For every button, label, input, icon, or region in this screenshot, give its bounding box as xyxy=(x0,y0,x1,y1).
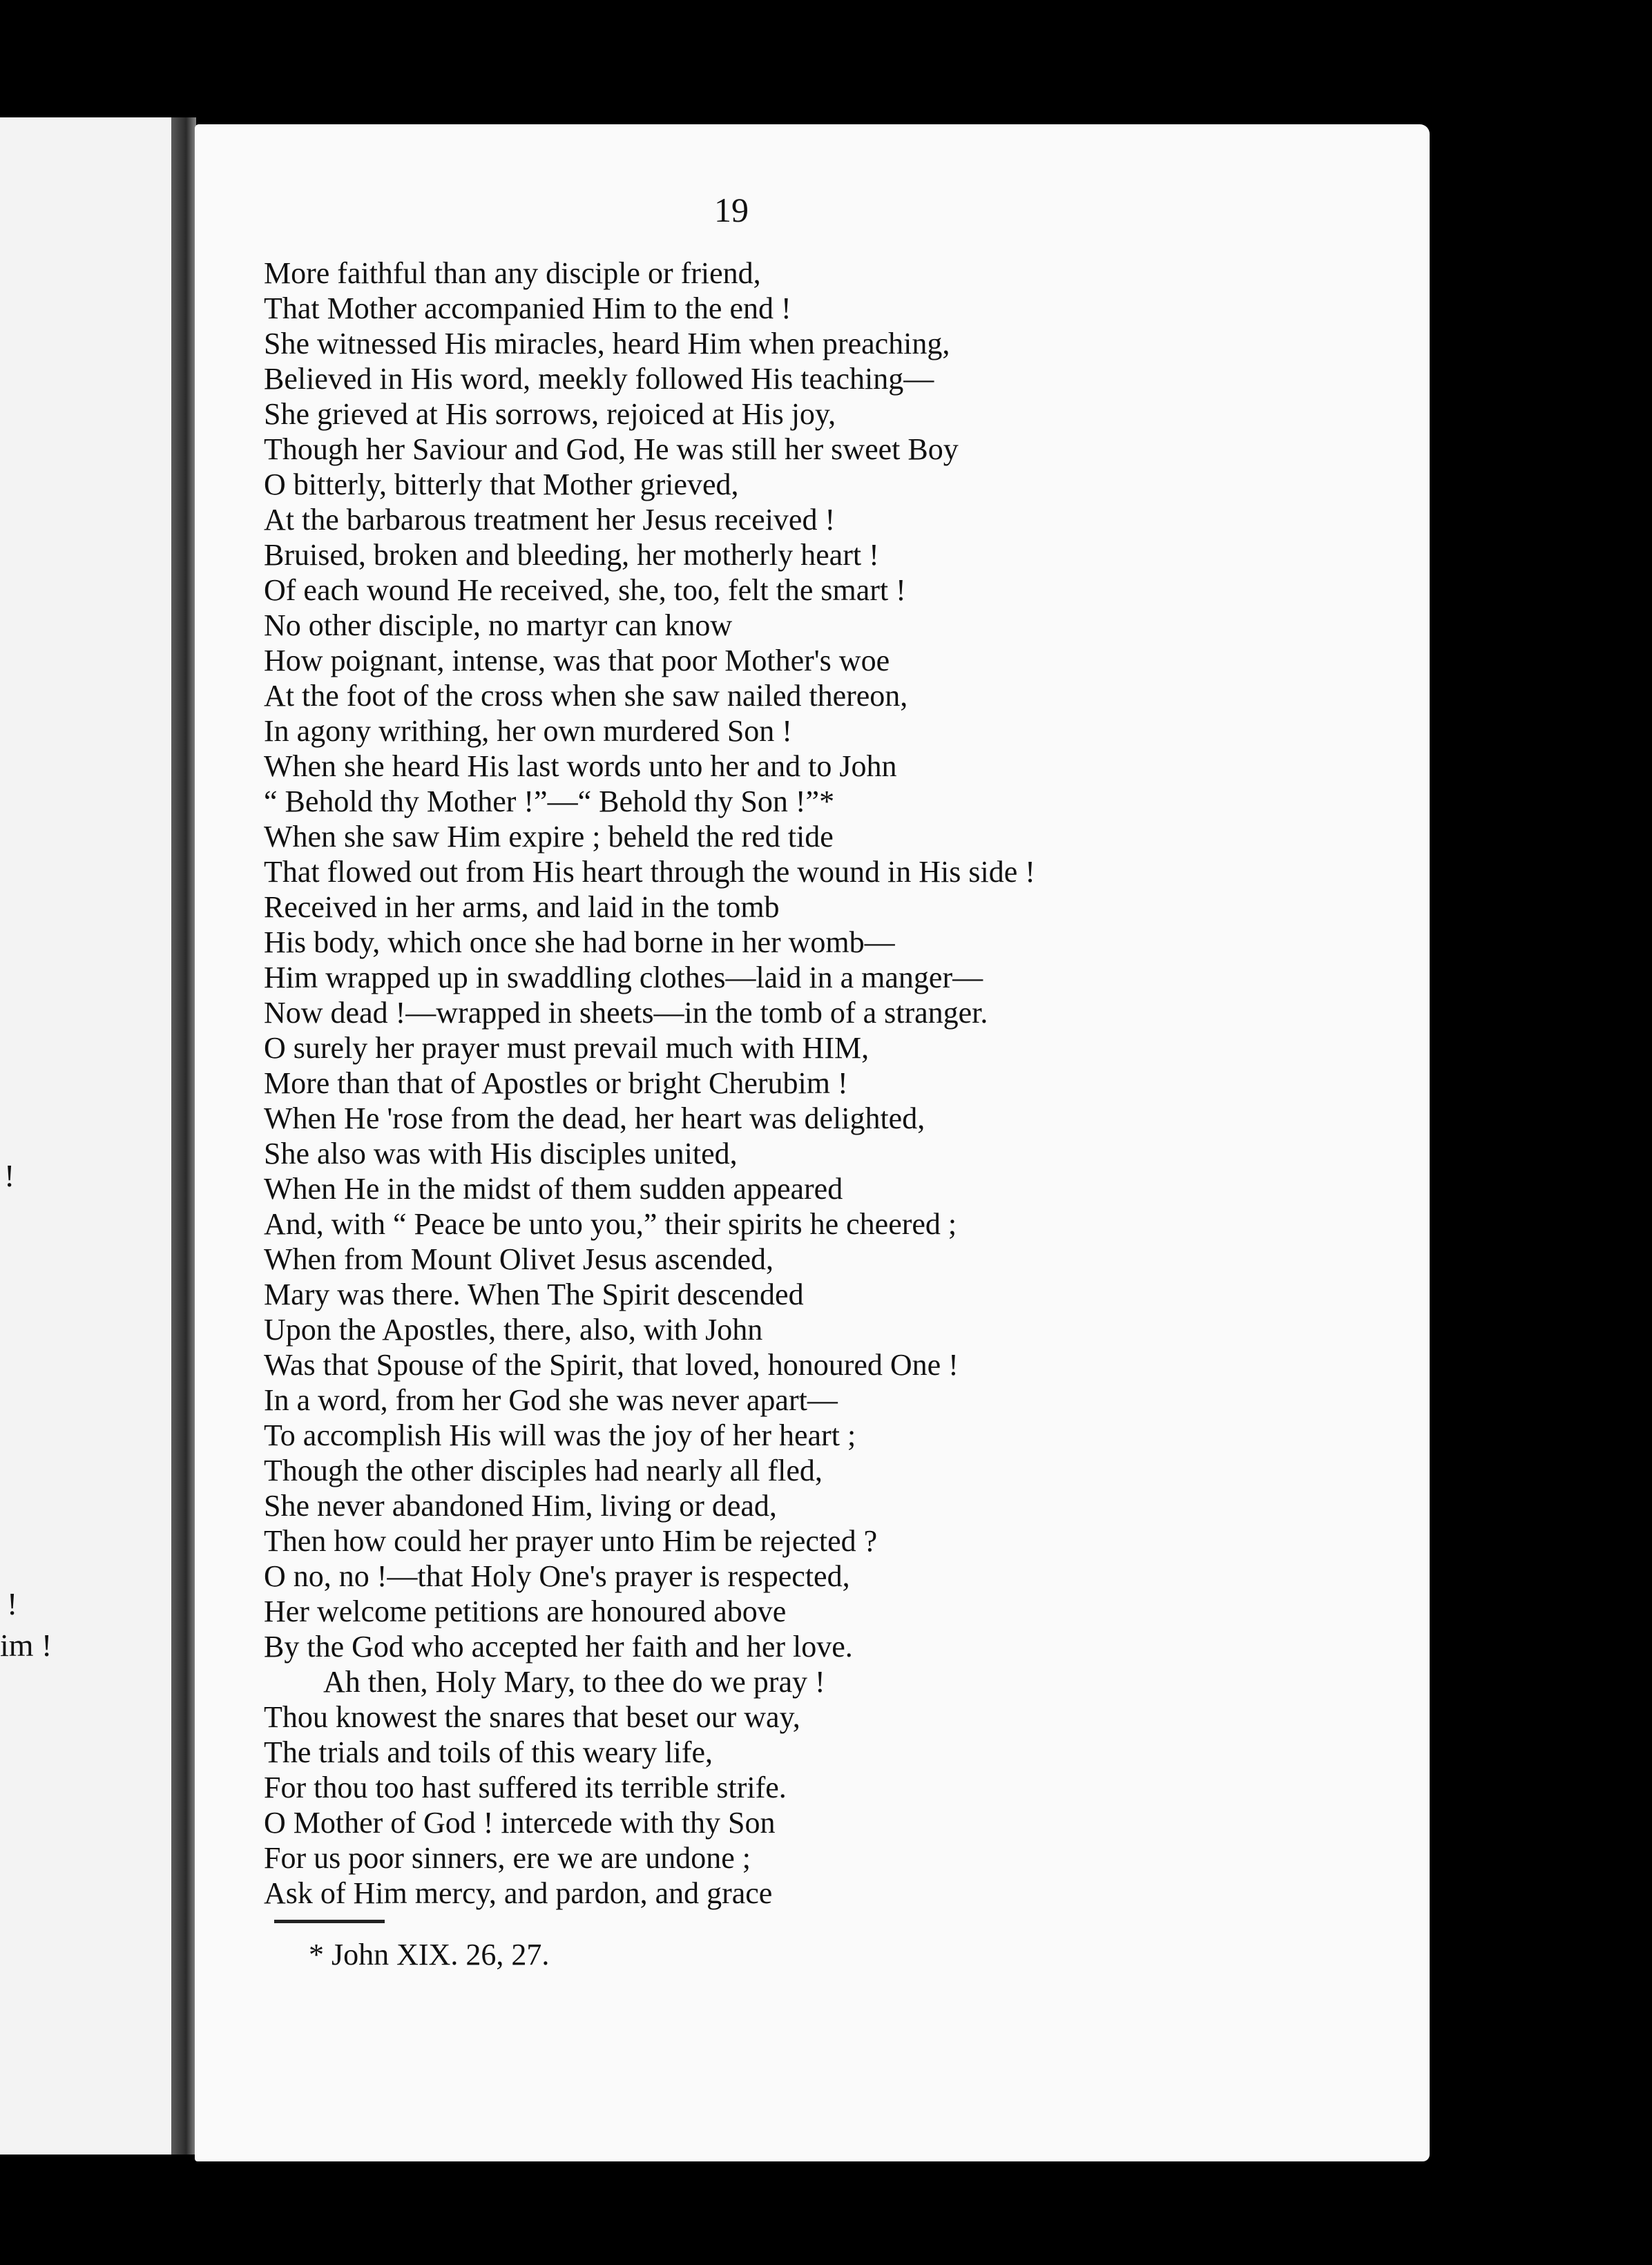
poem-line: Received in her arms, and laid in the tomb xyxy=(264,890,780,924)
poem-line: Though her Saviour and God, He was still her sweet Boy xyxy=(264,432,959,466)
footnote: * John XIX. 26, 27. xyxy=(309,1938,550,1972)
poem-line: No other disciple, no martyr can know xyxy=(264,608,733,642)
poem-line: Her welcome petitions are honoured above xyxy=(264,1594,787,1628)
book-page xyxy=(195,124,1430,2161)
poem-line: For us poor sinners, ere we are undone ; xyxy=(264,1841,751,1875)
left-page-fragment: ! xyxy=(7,1586,18,1621)
poem-line: She never abandoned Him, living or dead, xyxy=(264,1489,777,1523)
poem-line: She witnessed His miracles, heard Him when preaching, xyxy=(264,327,950,360)
poem-line: Believed in His word, meekly followed His teaching— xyxy=(264,362,934,396)
poem-line: O Mother of God ! intercede with thy Son xyxy=(264,1806,776,1840)
poem-line: His body, which once she had borne in her womb— xyxy=(264,925,895,959)
poem-line: When He 'rose from the dead, her heart was delighted, xyxy=(264,1101,925,1135)
poem-line: The trials and toils of this weary life, xyxy=(264,1735,713,1769)
book-gutter xyxy=(171,117,196,2155)
poem-line: How poignant, intense, was that poor Mother's woe xyxy=(264,644,890,677)
poem-line: When from Mount Olivet Jesus ascended, xyxy=(264,1242,774,1276)
poem-line: In agony writhing, her own murdered Son ! xyxy=(264,714,792,748)
poem-line: At the foot of the cross when she saw nailed thereon, xyxy=(264,679,908,713)
poem-line: Ah then, Holy Mary, to thee do we pray ! xyxy=(323,1665,825,1699)
poem-line: That Mother accompanied Him to the end ! xyxy=(264,291,791,325)
poem-line: When she heard His last words unto her and to John xyxy=(264,749,897,783)
poem-line: And, with “ Peace be unto you,” their spirits he cheered ; xyxy=(264,1207,957,1241)
poem-line: O no, no !—that Holy One's prayer is respected, xyxy=(264,1559,850,1593)
left-page-sliver xyxy=(0,117,183,2155)
poem-line: At the barbarous treatment her Jesus received ! xyxy=(264,503,836,537)
poem-line: Then how could her prayer unto Him be rejected ? xyxy=(264,1524,878,1558)
left-page-fragment: im ! xyxy=(0,1628,52,1663)
poem-line: To accomplish His will was the joy of her heart ; xyxy=(264,1418,856,1452)
poem-line: She also was with His disciples united, xyxy=(264,1137,738,1170)
poem-body xyxy=(264,256,1383,1911)
footnote-rule xyxy=(274,1920,385,1923)
poem-line: “ Behold thy Mother !”—“ Behold thy Son !”* xyxy=(264,784,835,818)
poem-line: Though the other disciples had nearly all fled, xyxy=(264,1454,823,1487)
poem-line: By the God who accepted her faith and her love. xyxy=(264,1630,853,1664)
poem-line: Upon the Apostles, there, also, with John xyxy=(264,1313,763,1347)
left-page-fragment: ! xyxy=(4,1158,15,1193)
poem-line: Now dead !—wrapped in sheets—in the tomb of a stranger. xyxy=(264,996,988,1030)
poem-line: Ask of Him mercy, and pardon, and grace xyxy=(264,1876,773,1910)
poem-line: Bruised, broken and bleeding, her motherly heart ! xyxy=(264,538,879,572)
poem-line: In a word, from her God she was never apart— xyxy=(264,1383,838,1417)
poem-line: O bitterly, bitterly that Mother grieved, xyxy=(264,468,739,501)
poem-line: Of each wound He received, she, too, felt the smart ! xyxy=(264,573,906,607)
poem-line: She grieved at His sorrows, rejoiced at His joy, xyxy=(264,397,836,431)
page-number: 19 xyxy=(714,191,749,229)
poem-line: O surely her prayer must prevail much with HIM, xyxy=(264,1031,870,1065)
poem-line: When He in the midst of them sudden appeared xyxy=(264,1172,843,1206)
poem-line: Him wrapped up in swaddling clothes—laid in a manger— xyxy=(264,961,983,994)
poem-line: When she saw Him expire ; beheld the red tide xyxy=(264,820,834,854)
poem-line: Mary was there. When The Spirit descended xyxy=(264,1278,804,1311)
poem-line: Was that Spouse of the Spirit, that loved, honoured One ! xyxy=(264,1348,959,1382)
poem-line: For thou too hast suffered its terrible strife. xyxy=(264,1771,787,1804)
poem-line: More faithful than any disciple or friend, xyxy=(264,256,761,290)
poem-line: Thou knowest the snares that beset our way, xyxy=(264,1700,800,1734)
poem-line: That flowed out from His heart through the wound in His side ! xyxy=(264,855,1035,889)
poem-line: More than that of Apostles or bright Cherubim ! xyxy=(264,1066,848,1100)
